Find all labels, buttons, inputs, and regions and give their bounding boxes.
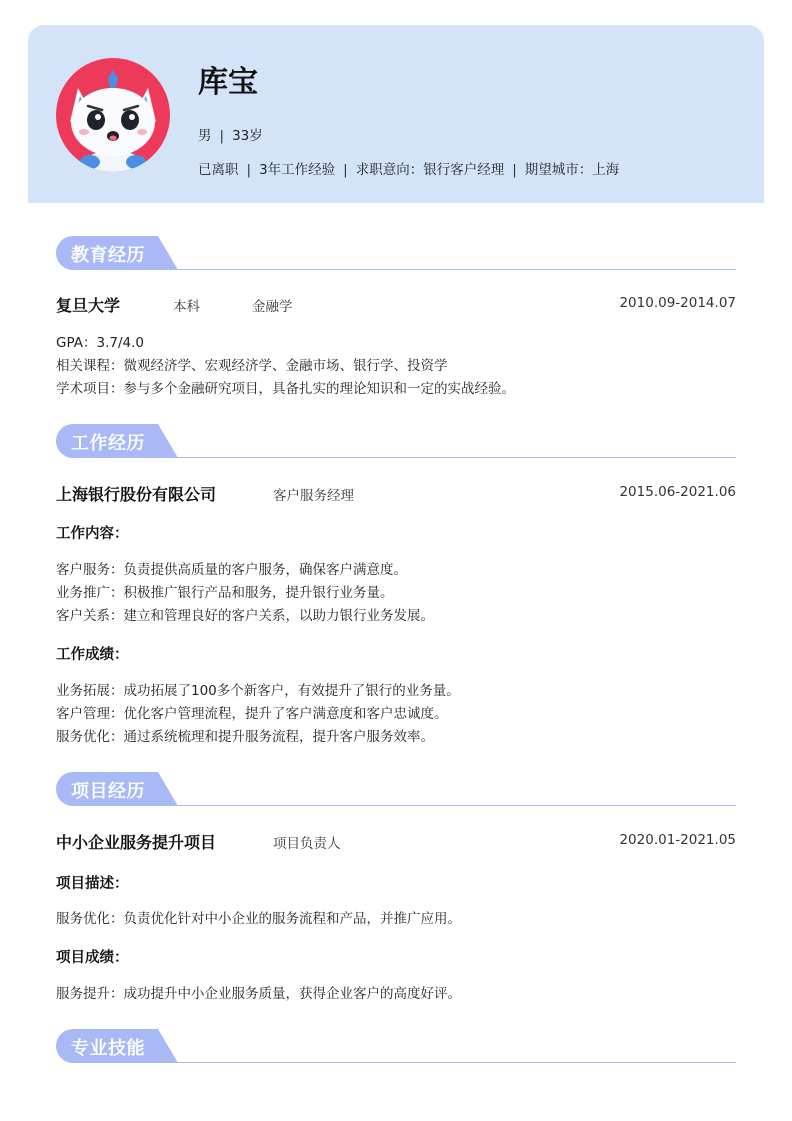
divider: | [512,162,517,178]
section-divider [166,269,736,270]
degree: 本科 [173,299,200,315]
work-achievement-item: 客户管理：优化客户管理流程，提升了客户满意度和客户忠诚度。 [56,706,448,722]
section-divider [166,805,736,806]
section-title: 工作经历 [71,433,145,454]
project-result-label: 项目成绩： [56,950,129,966]
work-content-item: 客户关系：建立和管理良好的客户关系，以助力银行业务发展。 [56,608,434,624]
divider: | [219,128,225,144]
project-role: 项目负责人 [273,836,341,852]
education-detail: 学术项目：参与多个金融研究项目，具备扎实的理论知识和一定的实战经验。 [56,381,515,397]
section-title: 项目经历 [71,781,145,802]
employment-status: 已离职 [198,162,239,178]
major: 金融学 [252,299,293,315]
work-content-item: 业务推广：积极推广银行产品和服务，提升银行业务量。 [56,585,394,601]
section-project [56,772,736,806]
section-divider [166,457,736,458]
project-desc: 服务优化：负责优化针对中小企业的服务流程和产品，并推广应用。 [56,911,461,927]
divider: | [343,162,348,178]
section-work [56,424,736,458]
work-experience: 3年工作经验 [259,162,336,178]
project-name: 中小企业服务提升项目 [56,833,217,852]
school-name: 复旦大学 [56,296,121,315]
job-meta [198,158,619,178]
education-row [56,293,736,315]
work-content-item: 客户服务：负责提供高质量的客户服务，确保客户满意度。 [56,562,407,578]
candidate-name: 库宝 [198,65,258,100]
education-detail: GPA：3.7/4.0 [56,335,144,351]
project-date: 2020.01-2021.05 [619,832,736,848]
cat-mascot-icon [56,58,170,172]
section-education [56,236,736,270]
education-detail: 相关课程：微观经济学、宏观经济学、金融市场、银行学、投资学 [56,358,448,374]
project-desc-label: 项目描述： [56,876,129,892]
education-date: 2010.09-2014.07 [619,295,736,311]
work-content-label: 工作内容： [56,526,129,542]
job-intent: 求职意向：银行客户经理 [355,162,505,178]
basic-info [198,124,263,144]
section-title: 教育经历 [71,245,145,266]
work-achievement-label: 工作成绩： [56,647,129,663]
section-skills [56,1029,736,1063]
work-achievement-item: 服务优化：通过系统梳理和提升服务流程，提升客户服务效率。 [56,729,434,745]
section-divider [166,1062,736,1063]
project-row [56,830,736,852]
project-result: 服务提升：成功提升中小企业服务质量，获得企业客户的高度好评。 [56,986,461,1002]
work-achievement-item: 业务拓展：成功拓展了100多个新客户，有效提升了银行的业务量。 [56,683,460,699]
profile-header [28,25,764,203]
age: 33岁 [232,128,263,144]
avatar [56,58,170,172]
company-name: 上海银行股份有限公司 [56,485,217,504]
divider: | [246,162,252,178]
job-role: 客户服务经理 [273,488,354,504]
work-date: 2015.06-2021.06 [619,484,736,500]
expected-city: 期望城市：上海 [524,162,620,178]
gender: 男 [198,128,212,144]
section-title: 专业技能 [71,1038,145,1059]
work-row [56,482,736,504]
